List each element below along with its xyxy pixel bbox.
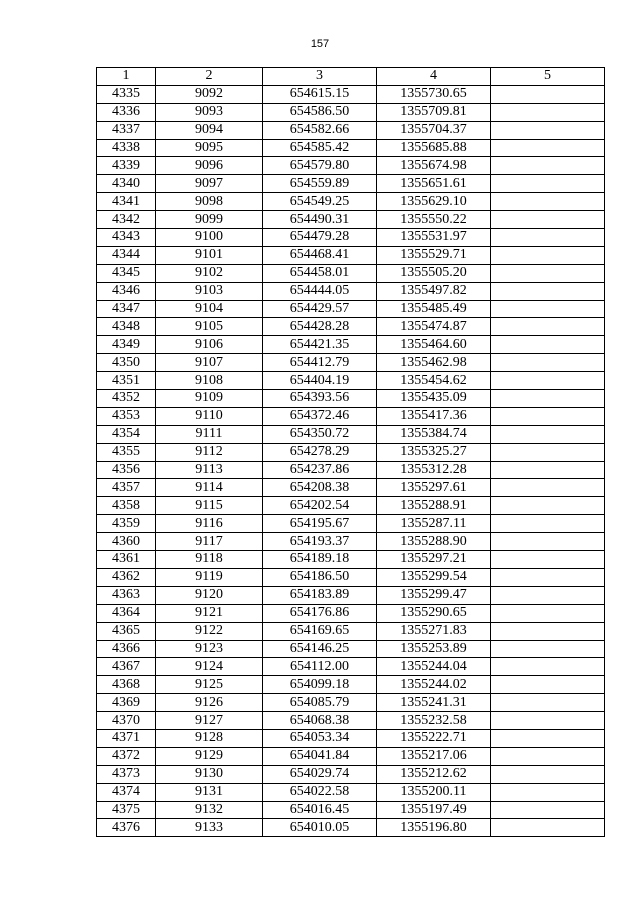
row-number-cell: 4375 (97, 801, 156, 819)
y-coordinate-cell: 1355288.90 (377, 533, 491, 551)
table-row (97, 300, 605, 318)
y-coordinate-cell: 1355288.91 (377, 497, 491, 515)
point-number-cell: 9114 (156, 479, 263, 497)
point-number-cell: 9127 (156, 712, 263, 730)
note-cell (491, 783, 605, 801)
y-coordinate-cell: 1355497.82 (377, 282, 491, 300)
column-header-2: 2 (156, 68, 263, 86)
row-number-cell: 4335 (97, 85, 156, 103)
x-coordinate-cell: 654183.89 (263, 586, 377, 604)
point-number-cell: 9109 (156, 390, 263, 408)
point-number-cell: 9119 (156, 568, 263, 586)
table-row (97, 407, 605, 425)
note-cell (491, 300, 605, 318)
point-number-cell: 9115 (156, 497, 263, 515)
x-coordinate-cell: 654085.79 (263, 694, 377, 712)
x-coordinate-cell: 654237.86 (263, 461, 377, 479)
point-number-cell: 9129 (156, 747, 263, 765)
row-number-cell: 4362 (97, 568, 156, 586)
note-cell (491, 604, 605, 622)
row-number-cell: 4361 (97, 551, 156, 569)
y-coordinate-cell: 1355531.97 (377, 229, 491, 247)
y-coordinate-cell: 1355297.61 (377, 479, 491, 497)
row-number-cell: 4348 (97, 318, 156, 336)
note-cell (491, 211, 605, 229)
point-number-cell: 9093 (156, 103, 263, 121)
note-cell (491, 658, 605, 676)
x-coordinate-cell: 654458.01 (263, 264, 377, 282)
table-row (97, 783, 605, 801)
x-coordinate-cell: 654412.79 (263, 354, 377, 372)
note-cell (491, 461, 605, 479)
point-number-cell: 9130 (156, 765, 263, 783)
table-row (97, 551, 605, 569)
point-number-cell: 9123 (156, 640, 263, 658)
table-row (97, 533, 605, 551)
table-row (97, 103, 605, 121)
table-row (97, 175, 605, 193)
x-coordinate-cell: 654372.46 (263, 407, 377, 425)
note-cell (491, 747, 605, 765)
row-number-cell: 4355 (97, 443, 156, 461)
point-number-cell: 9133 (156, 819, 263, 837)
x-coordinate-cell: 654586.50 (263, 103, 377, 121)
row-number-cell: 4366 (97, 640, 156, 658)
row-number-cell: 4345 (97, 264, 156, 282)
table-row (97, 229, 605, 247)
table-row (97, 372, 605, 390)
y-coordinate-cell: 1355196.80 (377, 819, 491, 837)
table-row (97, 765, 605, 783)
note-cell (491, 282, 605, 300)
x-coordinate-cell: 654041.84 (263, 747, 377, 765)
x-coordinate-cell: 654208.38 (263, 479, 377, 497)
point-number-cell: 9094 (156, 121, 263, 139)
y-coordinate-cell: 1355297.21 (377, 551, 491, 569)
table-row (97, 193, 605, 211)
point-number-cell: 9101 (156, 246, 263, 264)
table-row (97, 139, 605, 157)
row-number-cell: 4354 (97, 425, 156, 443)
row-number-cell: 4342 (97, 211, 156, 229)
point-number-cell: 9107 (156, 354, 263, 372)
table-row (97, 640, 605, 658)
table-row (97, 568, 605, 586)
point-number-cell: 9108 (156, 372, 263, 390)
x-coordinate-cell: 654193.37 (263, 533, 377, 551)
point-number-cell: 9124 (156, 658, 263, 676)
column-header-5: 5 (491, 68, 605, 86)
note-cell (491, 139, 605, 157)
x-coordinate-cell: 654579.80 (263, 157, 377, 175)
note-cell (491, 157, 605, 175)
y-coordinate-cell: 1355629.10 (377, 193, 491, 211)
table-row (97, 318, 605, 336)
table-row (97, 121, 605, 139)
table-row (97, 157, 605, 175)
row-number-cell: 4340 (97, 175, 156, 193)
row-number-cell: 4344 (97, 246, 156, 264)
note-cell (491, 801, 605, 819)
table-row (97, 354, 605, 372)
point-number-cell: 9128 (156, 729, 263, 747)
x-coordinate-cell: 654585.42 (263, 139, 377, 157)
y-coordinate-cell: 1355651.61 (377, 175, 491, 193)
point-number-cell: 9100 (156, 229, 263, 247)
x-coordinate-cell: 654350.72 (263, 425, 377, 443)
y-coordinate-cell: 1355222.71 (377, 729, 491, 747)
note-cell (491, 729, 605, 747)
row-number-cell: 4365 (97, 622, 156, 640)
y-coordinate-cell: 1355485.49 (377, 300, 491, 318)
point-number-cell: 9131 (156, 783, 263, 801)
y-coordinate-cell: 1355244.02 (377, 676, 491, 694)
y-coordinate-cell: 1355417.36 (377, 407, 491, 425)
x-coordinate-cell: 654195.67 (263, 515, 377, 533)
y-coordinate-cell: 1355505.20 (377, 264, 491, 282)
note-cell (491, 765, 605, 783)
y-coordinate-cell: 1355704.37 (377, 121, 491, 139)
row-number-cell: 4359 (97, 515, 156, 533)
table-row (97, 85, 605, 103)
row-number-cell: 4372 (97, 747, 156, 765)
x-coordinate-cell: 654615.15 (263, 85, 377, 103)
table-row (97, 694, 605, 712)
y-coordinate-cell: 1355217.06 (377, 747, 491, 765)
note-cell (491, 533, 605, 551)
column-header-3: 3 (263, 68, 377, 86)
point-number-cell: 9095 (156, 139, 263, 157)
row-number-cell: 4347 (97, 300, 156, 318)
row-number-cell: 4337 (97, 121, 156, 139)
x-coordinate-cell: 654549.25 (263, 193, 377, 211)
note-cell (491, 568, 605, 586)
y-coordinate-cell: 1355244.04 (377, 658, 491, 676)
table-row (97, 264, 605, 282)
y-coordinate-cell: 1355730.65 (377, 85, 491, 103)
row-number-cell: 4336 (97, 103, 156, 121)
row-number-cell: 4373 (97, 765, 156, 783)
x-coordinate-cell: 654099.18 (263, 676, 377, 694)
row-number-cell: 4367 (97, 658, 156, 676)
row-number-cell: 4358 (97, 497, 156, 515)
note-cell (491, 515, 605, 533)
y-coordinate-cell: 1355685.88 (377, 139, 491, 157)
row-number-cell: 4353 (97, 407, 156, 425)
row-number-cell: 4356 (97, 461, 156, 479)
y-coordinate-cell: 1355287.11 (377, 515, 491, 533)
x-coordinate-cell: 654429.57 (263, 300, 377, 318)
point-number-cell: 9096 (156, 157, 263, 175)
point-number-cell: 9122 (156, 622, 263, 640)
row-number-cell: 4343 (97, 229, 156, 247)
table-row (97, 712, 605, 730)
row-number-cell: 4341 (97, 193, 156, 211)
note-cell (491, 694, 605, 712)
note-cell (491, 175, 605, 193)
point-number-cell: 9112 (156, 443, 263, 461)
point-number-cell: 9106 (156, 336, 263, 354)
x-coordinate-cell: 654186.50 (263, 568, 377, 586)
y-coordinate-cell: 1355709.81 (377, 103, 491, 121)
row-number-cell: 4374 (97, 783, 156, 801)
y-coordinate-cell: 1355325.27 (377, 443, 491, 461)
point-number-cell: 9120 (156, 586, 263, 604)
x-coordinate-cell: 654421.35 (263, 336, 377, 354)
y-coordinate-cell: 1355271.83 (377, 622, 491, 640)
row-number-cell: 4370 (97, 712, 156, 730)
x-coordinate-cell: 654176.86 (263, 604, 377, 622)
table-row (97, 622, 605, 640)
row-number-cell: 4376 (97, 819, 156, 837)
point-number-cell: 9132 (156, 801, 263, 819)
point-number-cell: 9098 (156, 193, 263, 211)
note-cell (491, 372, 605, 390)
row-number-cell: 4364 (97, 604, 156, 622)
row-number-cell: 4338 (97, 139, 156, 157)
y-coordinate-cell: 1355674.98 (377, 157, 491, 175)
table-row (97, 801, 605, 819)
y-coordinate-cell: 1355232.58 (377, 712, 491, 730)
column-header-1: 1 (97, 68, 156, 86)
coordinates-table (96, 67, 605, 837)
table-body (97, 85, 605, 836)
note-cell (491, 819, 605, 837)
point-number-cell: 9113 (156, 461, 263, 479)
y-coordinate-cell: 1355299.54 (377, 568, 491, 586)
x-coordinate-cell: 654029.74 (263, 765, 377, 783)
table-row (97, 425, 605, 443)
table-row (97, 658, 605, 676)
table-row (97, 211, 605, 229)
x-coordinate-cell: 654169.65 (263, 622, 377, 640)
row-number-cell: 4349 (97, 336, 156, 354)
point-number-cell: 9125 (156, 676, 263, 694)
note-cell (491, 551, 605, 569)
y-coordinate-cell: 1355384.74 (377, 425, 491, 443)
note-cell (491, 640, 605, 658)
row-number-cell: 4369 (97, 694, 156, 712)
table-row (97, 586, 605, 604)
note-cell (491, 497, 605, 515)
point-number-cell: 9099 (156, 211, 263, 229)
x-coordinate-cell: 654404.19 (263, 372, 377, 390)
x-coordinate-cell: 654010.05 (263, 819, 377, 837)
note-cell (491, 622, 605, 640)
note-cell (491, 246, 605, 264)
note-cell (491, 229, 605, 247)
table-row (97, 819, 605, 837)
note-cell (491, 85, 605, 103)
x-coordinate-cell: 654189.18 (263, 551, 377, 569)
row-number-cell: 4346 (97, 282, 156, 300)
note-cell (491, 586, 605, 604)
x-coordinate-cell: 654022.58 (263, 783, 377, 801)
row-number-cell: 4351 (97, 372, 156, 390)
note-cell (491, 336, 605, 354)
note-cell (491, 318, 605, 336)
x-coordinate-cell: 654428.28 (263, 318, 377, 336)
point-number-cell: 9110 (156, 407, 263, 425)
x-coordinate-cell: 654444.05 (263, 282, 377, 300)
x-coordinate-cell: 654202.54 (263, 497, 377, 515)
table-row (97, 282, 605, 300)
row-number-cell: 4371 (97, 729, 156, 747)
note-cell (491, 193, 605, 211)
row-number-cell: 4339 (97, 157, 156, 175)
y-coordinate-cell: 1355435.09 (377, 390, 491, 408)
note-cell (491, 390, 605, 408)
x-coordinate-cell: 654146.25 (263, 640, 377, 658)
row-number-cell: 4357 (97, 479, 156, 497)
y-coordinate-cell: 1355464.60 (377, 336, 491, 354)
note-cell (491, 121, 605, 139)
note-cell (491, 425, 605, 443)
x-coordinate-cell: 654068.38 (263, 712, 377, 730)
point-number-cell: 9121 (156, 604, 263, 622)
table-row (97, 246, 605, 264)
x-coordinate-cell: 654112.00 (263, 658, 377, 676)
y-coordinate-cell: 1355290.65 (377, 604, 491, 622)
y-coordinate-cell: 1355212.62 (377, 765, 491, 783)
row-number-cell: 4360 (97, 533, 156, 551)
x-coordinate-cell: 654393.56 (263, 390, 377, 408)
y-coordinate-cell: 1355474.87 (377, 318, 491, 336)
table-row (97, 336, 605, 354)
point-number-cell: 9117 (156, 533, 263, 551)
x-coordinate-cell: 654559.89 (263, 175, 377, 193)
row-number-cell: 4363 (97, 586, 156, 604)
x-coordinate-cell: 654479.28 (263, 229, 377, 247)
x-coordinate-cell: 654582.66 (263, 121, 377, 139)
y-coordinate-cell: 1355299.47 (377, 586, 491, 604)
note-cell (491, 264, 605, 282)
note-cell (491, 676, 605, 694)
page-number: 157 (310, 38, 330, 50)
note-cell (491, 479, 605, 497)
x-coordinate-cell: 654016.45 (263, 801, 377, 819)
y-coordinate-cell: 1355241.31 (377, 694, 491, 712)
table-row (97, 390, 605, 408)
x-coordinate-cell: 654053.34 (263, 729, 377, 747)
point-number-cell: 9118 (156, 551, 263, 569)
y-coordinate-cell: 1355253.89 (377, 640, 491, 658)
x-coordinate-cell: 654278.29 (263, 443, 377, 461)
y-coordinate-cell: 1355462.98 (377, 354, 491, 372)
note-cell (491, 354, 605, 372)
point-number-cell: 9103 (156, 282, 263, 300)
point-number-cell: 9102 (156, 264, 263, 282)
point-number-cell: 9092 (156, 85, 263, 103)
y-coordinate-cell: 1355197.49 (377, 801, 491, 819)
y-coordinate-cell: 1355550.22 (377, 211, 491, 229)
note-cell (491, 443, 605, 461)
table-row (97, 747, 605, 765)
point-number-cell: 9104 (156, 300, 263, 318)
note-cell (491, 407, 605, 425)
table-row (97, 479, 605, 497)
y-coordinate-cell: 1355312.28 (377, 461, 491, 479)
row-number-cell: 4350 (97, 354, 156, 372)
note-cell (491, 103, 605, 121)
table-row (97, 604, 605, 622)
table-row (97, 497, 605, 515)
point-number-cell: 9116 (156, 515, 263, 533)
row-number-cell: 4368 (97, 676, 156, 694)
row-number-cell: 4352 (97, 390, 156, 408)
point-number-cell: 9111 (156, 425, 263, 443)
table-row (97, 729, 605, 747)
point-number-cell: 9126 (156, 694, 263, 712)
point-number-cell: 9105 (156, 318, 263, 336)
note-cell (491, 712, 605, 730)
table-header-row (97, 68, 605, 86)
x-coordinate-cell: 654468.41 (263, 246, 377, 264)
x-coordinate-cell: 654490.31 (263, 211, 377, 229)
y-coordinate-cell: 1355200.11 (377, 783, 491, 801)
y-coordinate-cell: 1355529.71 (377, 246, 491, 264)
table-row (97, 676, 605, 694)
table-row (97, 443, 605, 461)
point-number-cell: 9097 (156, 175, 263, 193)
column-header-4: 4 (377, 68, 491, 86)
table-row (97, 515, 605, 533)
table-row (97, 461, 605, 479)
y-coordinate-cell: 1355454.62 (377, 372, 491, 390)
